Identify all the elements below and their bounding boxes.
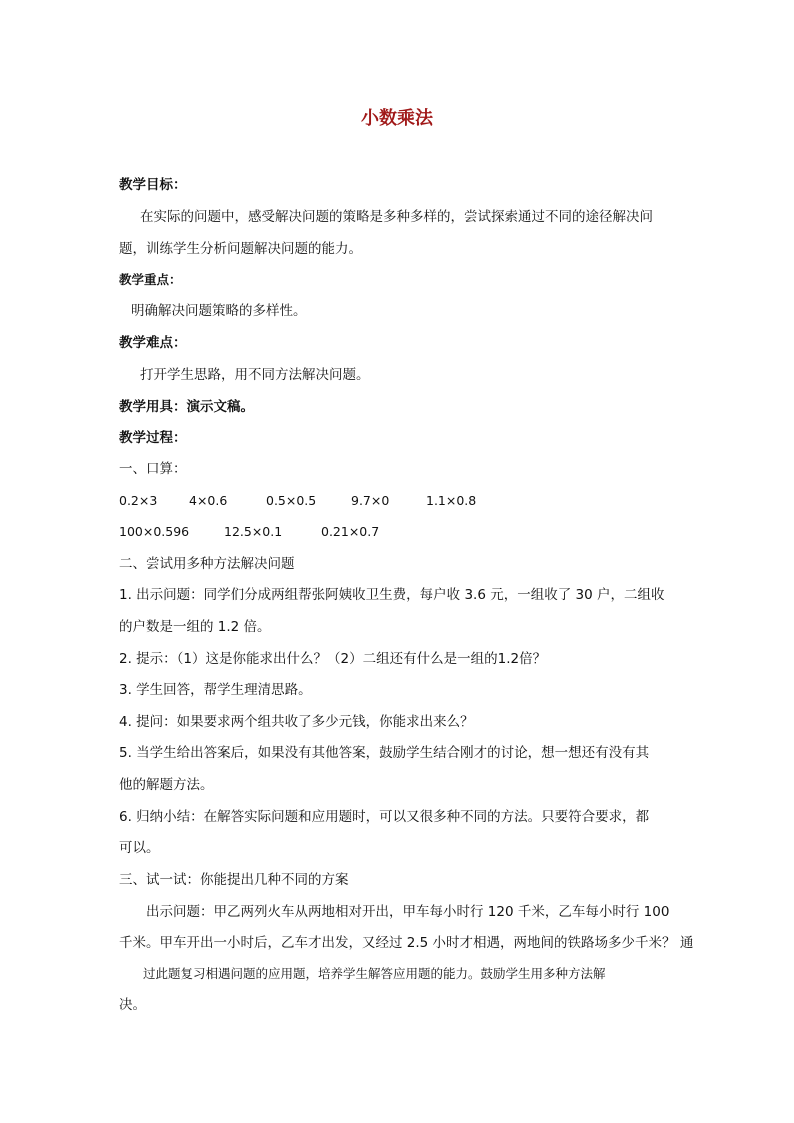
- section2-item-1-line-1: 1. 出示问题：同学们分成两组帮张阿姨收卫生费，每户收 3.6 元，一组收了 30 户，二组收: [119, 587, 665, 603]
- section2-item-4: 4. 提问：如果要求两个组共收了多少元钱，你能求出来么？: [119, 714, 474, 730]
- goal-line-2: 题，训练学生分析问题解决问题的能力。: [119, 241, 362, 257]
- calc-item: 1.1×0.8: [426, 493, 477, 508]
- process-heading: 教学过程：: [119, 430, 187, 446]
- calc-item: 0.21×0.7: [321, 524, 380, 539]
- difficulty-text: 打开学生思路，用不同方法解决问题。: [140, 367, 370, 383]
- goal-heading: 教学目标：: [119, 177, 187, 193]
- mental-calc-row-2: [119, 523, 379, 541]
- section2-item-6-line-2: 可以。: [119, 840, 160, 856]
- key-heading: 教学重点：: [119, 272, 182, 287]
- section3-line-4: 决。: [119, 997, 146, 1013]
- section2-item-5-line-1: 5. 当学生给出答案后，如果没有其他答案，鼓励学生结合刚才的讨论，想一想还有没有其: [119, 745, 650, 761]
- section1-heading: 一、口算：: [119, 461, 187, 477]
- calc-item: 100×0.596: [119, 524, 190, 539]
- section2-heading: 二、尝试用多种方法解决问题: [119, 556, 295, 572]
- section3-line-1: 出示问题：甲乙两列火车从两地相对开出，甲车每小时行 120 千米，乙车每小时行 100: [146, 904, 670, 920]
- section3-line-2: 千米。甲车开出一小时后，乙车才出发，又经过 2.5 小时才相遇，两地间的铁路场多少千米？ 通: [119, 935, 694, 951]
- calc-item: 0.2×3: [119, 493, 158, 508]
- section3-heading: 三、试一试：你能提出几种不同的方案: [119, 872, 349, 888]
- section2-item-5-line-2: 他的解题方法。: [119, 777, 214, 793]
- key-text: 明确解决问题策略的多样性。: [131, 303, 307, 319]
- calc-item: 0.5×0.5: [266, 493, 317, 508]
- section3-line-3: 过此题复习相遇问题的应用题，培养学生解答应用题的能力。鼓励学生用多种方法解: [143, 966, 606, 981]
- goal-line-1: 在实际的问题中，感受解决问题的策略是多种多样的，尝试探索通过不同的途径解决问: [140, 209, 653, 225]
- section2-item-2: 2. 提示：（1）这是你能求出什么？（2）二组还有什么是一组的1.2倍？: [119, 651, 547, 667]
- mental-calc-row-1: [119, 492, 476, 510]
- calc-item: 4×0.6: [189, 493, 228, 508]
- document-title: 小数乘法: [361, 108, 433, 129]
- tools-text: 教学用具：演示文稿。: [119, 399, 254, 415]
- calc-item: 12.5×0.1: [224, 524, 283, 539]
- calc-item: 9.7×0: [351, 493, 390, 508]
- section2-item-1-line-2: 的户数是一组的 1.2 倍。: [119, 619, 271, 635]
- section2-item-6-line-1: 6. 归纳小结：在解答实际问题和应用题时，可以又很多种不同的方法。只要符合要求，都: [119, 809, 650, 825]
- section2-item-3: 3. 学生回答，帮学生理清思路。: [119, 682, 312, 698]
- difficulty-heading: 教学难点：: [119, 335, 187, 351]
